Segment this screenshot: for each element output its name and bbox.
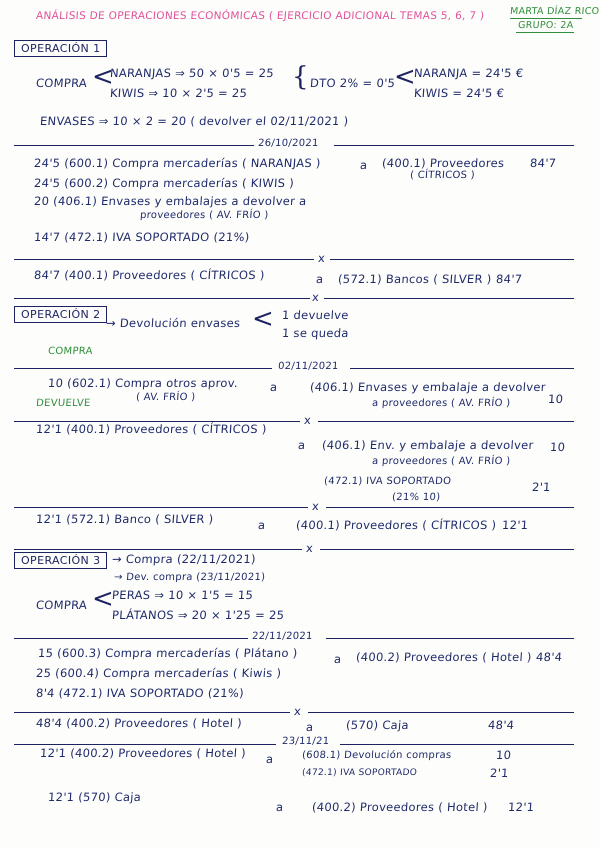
op2-brace: < [252, 304, 274, 334]
op2-sep2-left [14, 507, 308, 508]
op2-entry-line-1b: ( AV. FRÍO ) [135, 392, 196, 403]
op3-entry-credit-4: (570) Caja [345, 718, 410, 732]
op3-entry-credit-5: (608.1) Devolución compras [301, 750, 452, 761]
op3-entry-line-4: 48'4 (400.2) Proveedores ( Hotel ) [35, 716, 243, 730]
op2-entry-a-3: a [257, 518, 266, 532]
op2-entry-line-3: 12'1 (572.1) Banco ( SILVER ) [35, 512, 214, 526]
op3-entry-credit-1: (400.2) Proveedores ( Hotel ) [355, 650, 533, 664]
op3-entry-line-5: 12'1 (400.2) Proveedores ( Hotel ) [39, 746, 247, 760]
op3-entry-amount-5: 10 [495, 748, 512, 762]
op2-entry-line-1: 10 (602.1) Compra otros aprov. [47, 376, 239, 390]
op1-brace-left: < [92, 62, 114, 92]
op3-entry-credit-6: (472.1) IVA SOPORTADO [301, 768, 418, 778]
op3-entry-amount-6: 2'1 [489, 766, 510, 780]
op2-option-returns: 1 devuelve [281, 308, 350, 322]
op1-entry-a-5: a [315, 272, 324, 286]
op2-entry-credit-3-sub: (21% 10) [391, 492, 441, 503]
op3-item-compra: → Compra (22/11/2021) [111, 552, 257, 566]
op1-sep-x: x [317, 251, 326, 265]
op1-end-right [324, 298, 574, 299]
op2-end-x: x [305, 541, 314, 555]
op3-date-line-left [14, 638, 248, 639]
op3-entry-a-6: a [275, 800, 284, 814]
op2-entry-a-2: a [297, 438, 306, 452]
op3-date2-line-left [14, 744, 276, 745]
op1-brace-result: < [394, 62, 416, 92]
op3-compra-label: COMPRA [35, 598, 88, 612]
op2-entry-amount-2: 10 [549, 440, 566, 454]
op1-envases-calc: ENVASES ⇒ 10 × 2 = 20 ( devolver el 02/11/2021 ) [39, 114, 349, 128]
op3-date: 22/11/2021 [251, 631, 314, 642]
op3-entry-credit-7: (400.2) Proveedores ( Hotel ) [311, 800, 489, 814]
op2-devuelve-label: DEVUELVE [35, 398, 91, 409]
op1-entry-a-1: a [359, 158, 368, 172]
op1-naranjas-calc: NARANJAS ⇒ 50 × 0'5 = 25 [109, 66, 275, 80]
op1-sep-left [14, 259, 314, 260]
operation-3-title: OPERACIÓN 3 [14, 552, 107, 569]
op1-kiwis-result: KIWIS = 24'5 € [413, 86, 505, 100]
op1-entry-line-3b: proveedores ( AV. FRÍO ) [139, 210, 269, 221]
op1-kiwis-calc: KIWIS ⇒ 10 × 2'5 = 25 [109, 86, 248, 100]
op2-sep2-x: x [311, 499, 320, 513]
op1-entry-credit-1: (400.1) Proveedores [381, 156, 505, 170]
op1-entry-line-4: 14'7 (472.1) IVA SOPORTADO (21%) [33, 230, 251, 244]
author-underline [510, 18, 582, 19]
op2-end-left [14, 549, 302, 550]
op2-entry-credit-4: (400.1) Proveedores ( CÍTRICOS ) [295, 518, 497, 532]
op1-entry-line-1: 24'5 (600.1) Compra mercaderías ( NARANJAS ) [33, 156, 322, 170]
op3-entry-amount-7: 12'1 [507, 800, 535, 814]
op1-entry-line-3: 20 (406.1) Envases y embalajes a devolver a [33, 194, 308, 208]
op3-date-line-right [326, 638, 574, 639]
op3-peras-calc: PERAS ⇒ 10 × 1'5 = 15 [111, 588, 254, 602]
op3-platanos-calc: PLÁTANOS ⇒ 20 × 1'25 = 25 [111, 608, 285, 622]
group-underline [516, 32, 574, 33]
op3-entry-a-4: a [305, 720, 314, 734]
op3-sep-left [14, 712, 290, 713]
op2-sep-right [318, 421, 574, 422]
op2-entry-amount-1: 10 [547, 392, 564, 406]
op2-date-line-left [14, 368, 272, 369]
author-name: MARTA DÍAZ RICO [509, 6, 600, 17]
op3-entry-a-5: a [265, 752, 274, 766]
op2-end-right [320, 549, 574, 550]
op1-discount: DTO 2% = 0'5 [309, 76, 396, 90]
op3-entry-a-1: a [333, 652, 342, 666]
operation-2-title: OPERACIÓN 2 [14, 306, 107, 323]
op3-entry-line-1: 15 (600.3) Compra mercaderías ( Plátano ) [37, 646, 299, 660]
op3-brace: < [92, 584, 114, 614]
op3-item-devolucion: → Dev. compra (23/11/2021) [113, 572, 266, 583]
op2-entry-credit-2-sub: a proveedores ( AV. FRÍO ) [371, 456, 511, 467]
op1-entry-credit-1-sub: ( CÍTRICOS ) [409, 170, 476, 181]
op1-entry-credit-5: (572.1) Bancos ( SILVER ) [337, 272, 493, 286]
operation-1-title: OPERACIÓN 1 [14, 40, 107, 57]
op1-sep-right [330, 259, 574, 260]
op2-sep-x: x [303, 413, 312, 427]
op2-date: 02/11/2021 [277, 361, 340, 372]
op1-end-left [14, 298, 310, 299]
op1-entry-line-2: 24'5 (600.2) Compra mercaderías ( KIWIS ) [33, 176, 295, 190]
op2-description: → Devolución envases [105, 316, 241, 330]
op3-entry-line-2: 25 (600.4) Compra mercaderías ( Kiwis ) [35, 666, 282, 680]
op2-entry-credit-1: (406.1) Envases y embalaje a devolver [309, 380, 547, 394]
op1-end-x: x [311, 290, 320, 304]
op3-sep-right [308, 712, 574, 713]
op1-naranja-result: NARANJA = 24'5 € [413, 66, 524, 80]
op2-sep2-right [326, 507, 574, 508]
op2-entry-credit-2: (406.1) Env. y embalaje a devolver [321, 438, 535, 452]
op3-date2-line-right [340, 744, 574, 745]
op1-date: 26/10/2021 [257, 138, 320, 149]
op1-entry-amount-5: 84'7 [495, 272, 523, 286]
op3-entry-amount-1: 48'4 [535, 650, 563, 664]
op3-entry-line-3: 8'4 (472.1) IVA SOPORTADO (21%) [35, 686, 245, 700]
op3-date2: 23/11/21 [281, 736, 330, 747]
op3-entry-amount-4: 48'4 [487, 718, 515, 732]
op2-entry-a-1: a [269, 380, 278, 394]
op1-entry-amount-1: 84'7 [529, 156, 557, 170]
page-title: ANÁLISIS DE OPERACIONES ECONÓMICAS ( EJERCICIO ADICIONAL TEMAS 5, 6, 7 ) [35, 10, 485, 22]
op1-date-line-right [334, 145, 574, 146]
op2-entry-credit-1-sub: a proveedores ( AV. FRÍO ) [371, 398, 511, 409]
op1-brace-right: { [292, 62, 309, 92]
op2-date-line-right [350, 368, 574, 369]
op2-entry-line-2: 12'1 (400.1) Proveedores ( CÍTRICOS ) [35, 422, 268, 436]
op2-entry-amount-3: 2'1 [531, 480, 552, 494]
op3-sep-x: x [293, 704, 302, 718]
group-label: GRUPO: 2A [517, 20, 574, 31]
op1-date-line-left [14, 145, 254, 146]
op1-compra-label: COMPRA [35, 76, 88, 90]
op2-entry-amount-4: 12'1 [501, 518, 529, 532]
op1-entry-line-5: 84'7 (400.1) Proveedores ( CÍTRICOS ) [33, 268, 266, 282]
op2-compra-label: COMPRA [47, 346, 94, 357]
op2-option-keeps: 1 se queda [281, 326, 350, 340]
op3-entry-line-6: 12'1 (570) Caja [47, 790, 142, 804]
op2-entry-credit-3: (472.1) IVA SOPORTADO [323, 476, 452, 487]
